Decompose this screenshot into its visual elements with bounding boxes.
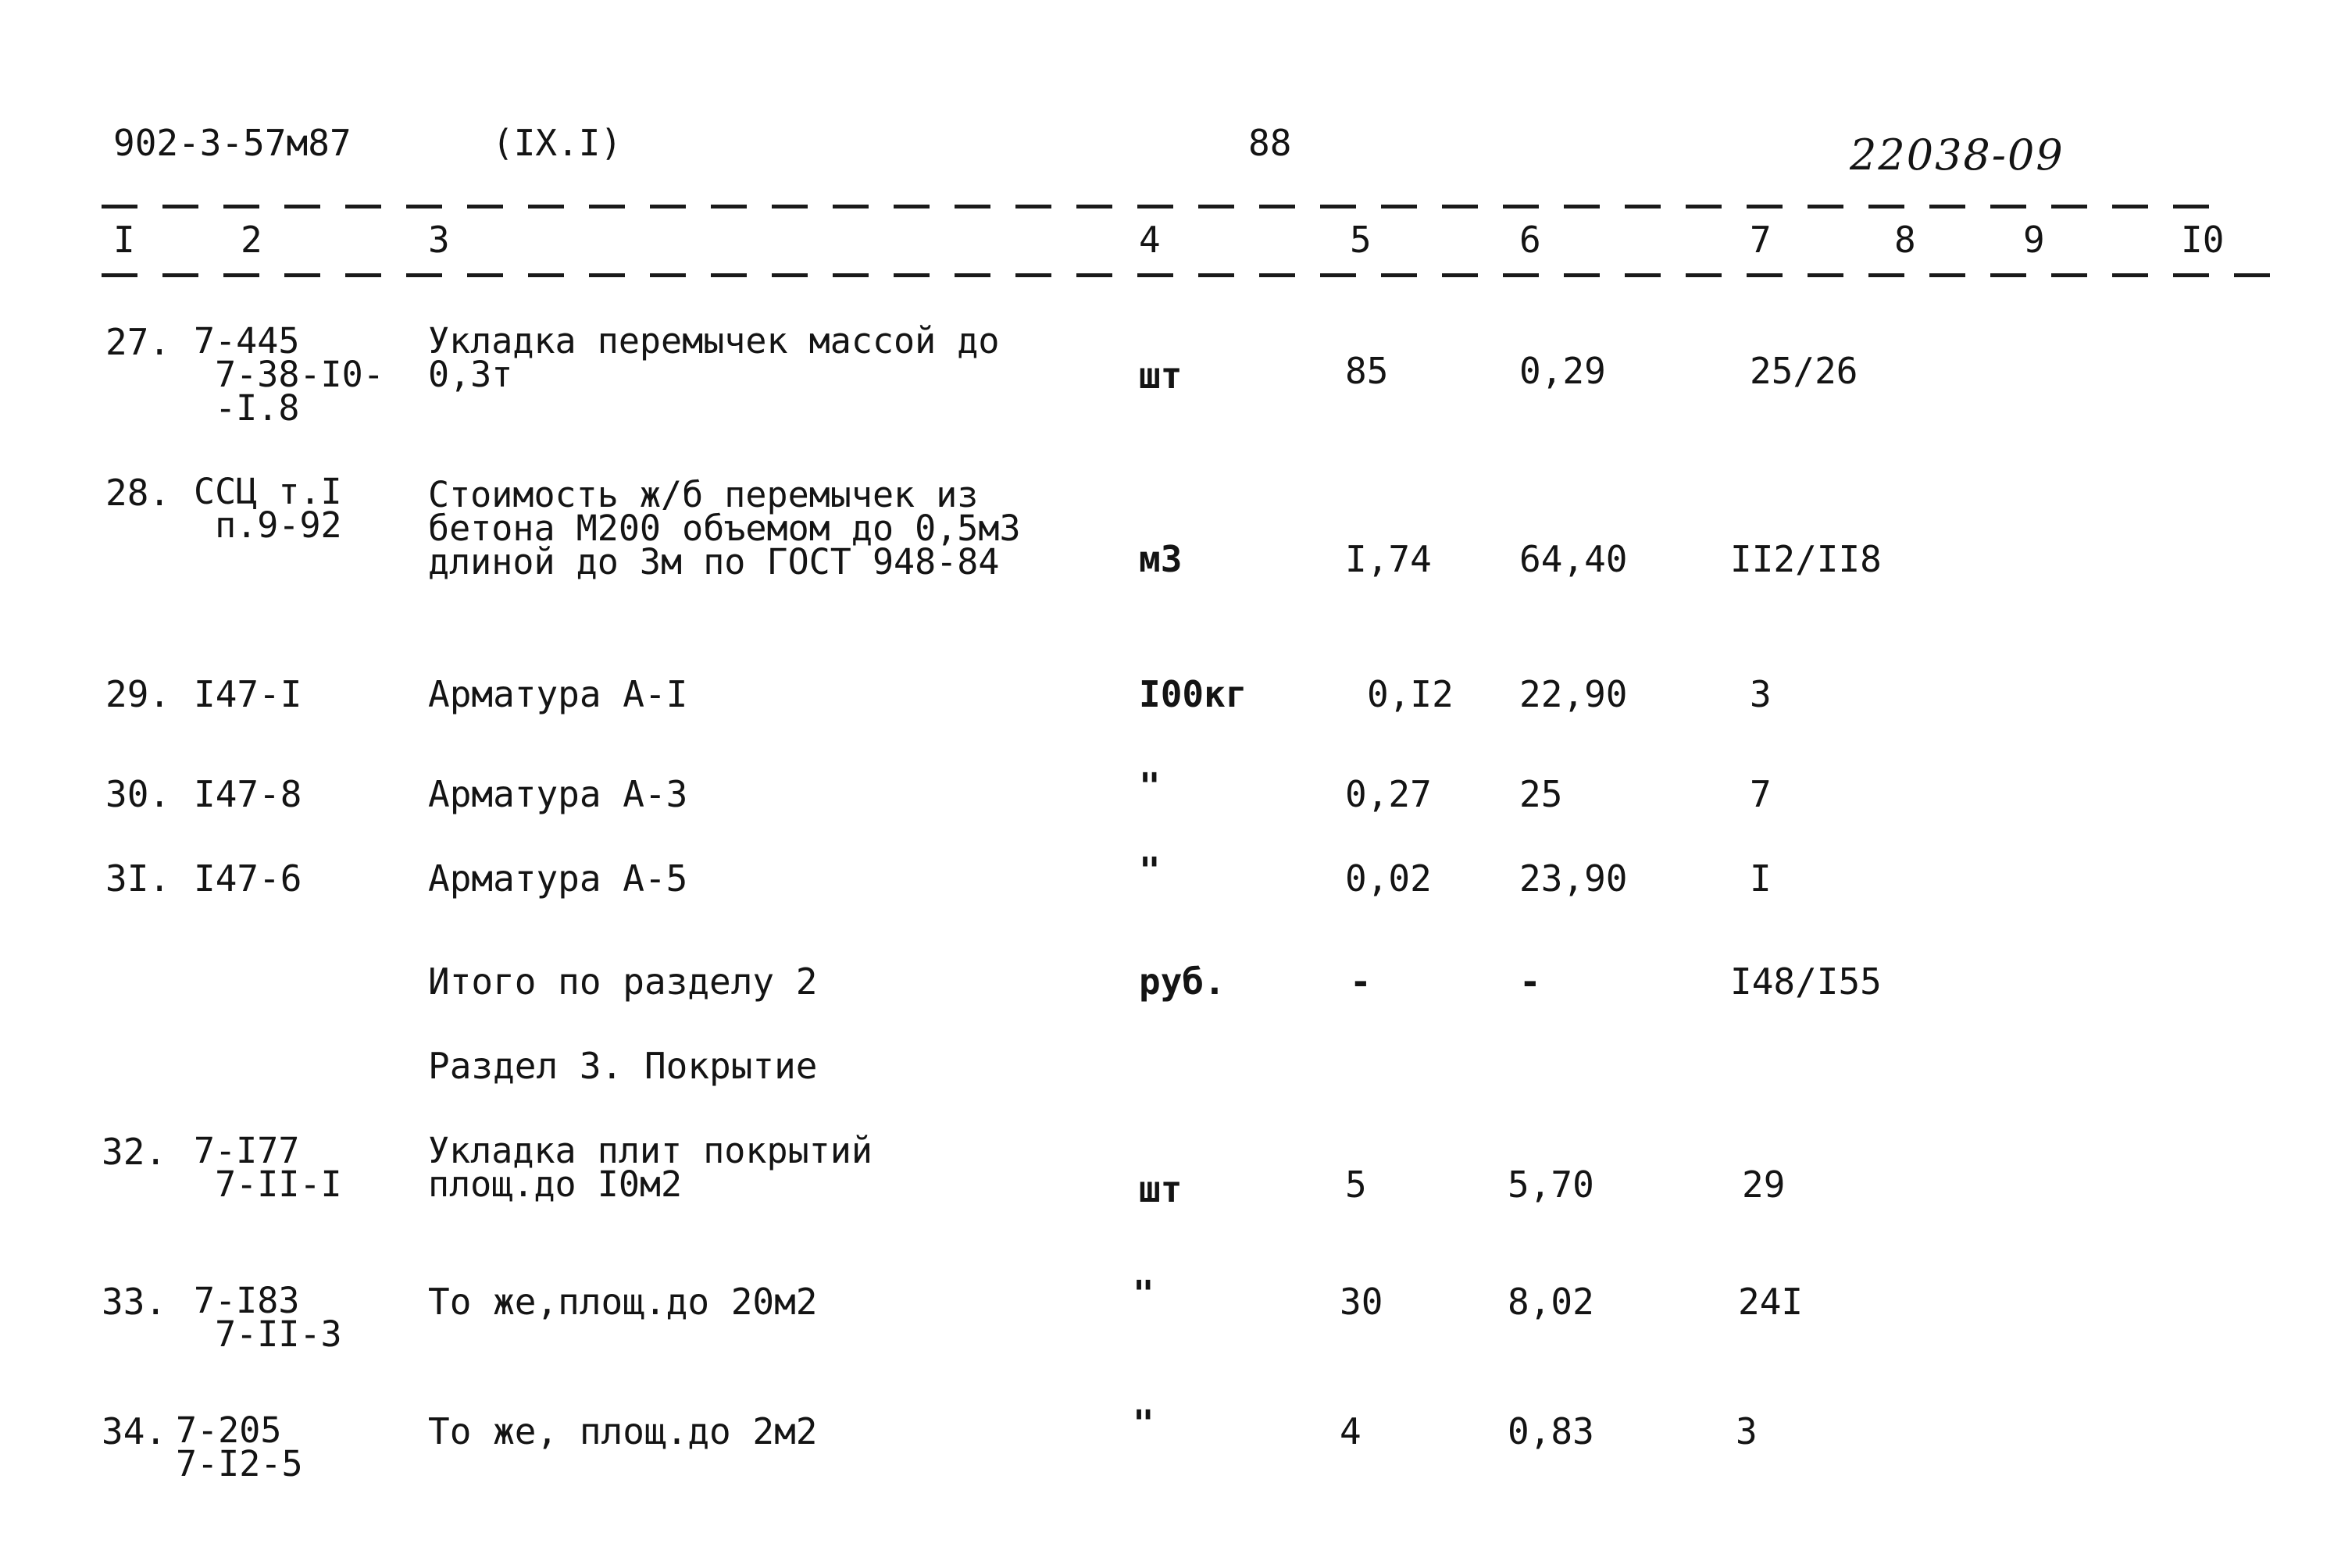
row-description: То же,площ.до 20м2 — [428, 1281, 818, 1323]
row-price: 22,90 — [1519, 673, 1628, 715]
row-code: 7-205 7-I2-5 — [176, 1409, 303, 1485]
row-total: 25/26 — [1750, 350, 1858, 392]
section-heading: Раздел 3. Покрытие — [428, 1045, 818, 1087]
row-number: 28. — [105, 472, 171, 514]
header-bottom-rule — [102, 273, 2281, 277]
row-number: 3I. — [105, 857, 171, 900]
row-unit: шт — [1139, 1168, 1183, 1210]
row-total: 24I — [1738, 1281, 1804, 1323]
row-code: I47-6 — [194, 857, 302, 900]
column-header: 2 — [241, 219, 262, 261]
column-header: 6 — [1519, 219, 1541, 261]
document-code: 902-3-57м87 — [113, 122, 352, 164]
row-quantity: 85 — [1345, 350, 1389, 392]
row-number: 27. — [105, 321, 171, 363]
row-total: 7 — [1750, 773, 1772, 815]
row-unit-ditto: " — [1133, 1273, 1155, 1315]
row-description: Арматура А-3 — [428, 773, 688, 815]
section-number: (IX.I) — [492, 122, 623, 164]
row-price: 8,02 — [1508, 1281, 1594, 1323]
header-top-rule — [102, 205, 2218, 208]
row-price: 0,29 — [1519, 350, 1606, 392]
row-quantity: - — [1350, 960, 1372, 1003]
column-header: 5 — [1350, 219, 1372, 261]
row-price: 64,40 — [1519, 538, 1628, 580]
row-quantity: 0,I2 — [1367, 673, 1454, 715]
row-description: То же, площ.до 2м2 — [428, 1410, 818, 1452]
row-number: 33. — [102, 1281, 167, 1323]
row-description: Укладка перемычек массой до 0,3т — [428, 320, 1000, 396]
column-header: 7 — [1750, 219, 1772, 261]
column-header: 8 — [1894, 219, 1916, 261]
row-unit: руб. — [1139, 960, 1226, 1003]
row-description: Арматура А-I — [428, 673, 688, 715]
row-quantity: 30 — [1340, 1281, 1383, 1323]
row-quantity: 5 — [1345, 1164, 1367, 1206]
row-price: 5,70 — [1508, 1164, 1594, 1206]
row-code: ССЦ т.I п.9-92 — [194, 471, 342, 547]
row-unit: I00кг — [1139, 673, 1247, 715]
row-price: 25 — [1519, 773, 1563, 815]
row-price: 0,83 — [1508, 1410, 1594, 1452]
row-total: I48/I55 — [1730, 960, 1882, 1003]
row-description: Арматура А-5 — [428, 857, 688, 900]
row-code: 7-I83 7-II-3 — [194, 1280, 342, 1356]
row-code: 7-I77 7-II-I — [194, 1130, 342, 1206]
row-code: I47-8 — [194, 773, 302, 815]
row-unit-ditto: " — [1133, 1402, 1155, 1445]
column-header: 9 — [2023, 219, 2045, 261]
row-unit-ditto: " — [1139, 850, 1161, 892]
row-code: I47-I — [194, 673, 302, 715]
column-header: I0 — [2181, 219, 2225, 261]
column-header: 3 — [428, 219, 450, 261]
row-total: II2/II8 — [1730, 538, 1882, 580]
row-quantity: 0,27 — [1345, 773, 1432, 815]
row-description: Стоимость ж/б перемычек из бетона М200 объемом до 0,5м3 длиной до 3м по ГОСТ 948-84 — [428, 474, 1021, 583]
row-number: 30. — [105, 773, 171, 815]
row-total: I — [1750, 857, 1772, 900]
row-description: Укладка плит покрытий площ.до I0м2 — [428, 1130, 873, 1206]
row-number: 29. — [105, 673, 171, 715]
row-quantity: I,74 — [1345, 538, 1432, 580]
row-price: - — [1519, 960, 1541, 1003]
row-unit: шт — [1139, 355, 1183, 397]
row-number: 32. — [102, 1131, 167, 1173]
section-total-label: Итого по разделу 2 — [428, 960, 818, 1003]
row-total: 3 — [1736, 1410, 1758, 1452]
row-total: 29 — [1742, 1164, 1786, 1206]
page-number: 88 — [1248, 122, 1292, 164]
column-header: I — [113, 219, 135, 261]
row-price: 23,90 — [1519, 857, 1628, 900]
row-quantity: 0,02 — [1345, 857, 1432, 900]
row-number: 34. — [102, 1410, 167, 1452]
column-header: 4 — [1139, 219, 1161, 261]
row-total: 3 — [1750, 673, 1772, 715]
handwritten-stamp: 22038-09 — [1850, 130, 2065, 180]
row-code: 7-445 7-38-I0- -I.8 — [194, 320, 384, 429]
row-unit: м3 — [1139, 538, 1183, 580]
row-quantity: 4 — [1340, 1410, 1362, 1452]
row-unit-ditto: " — [1139, 765, 1161, 807]
